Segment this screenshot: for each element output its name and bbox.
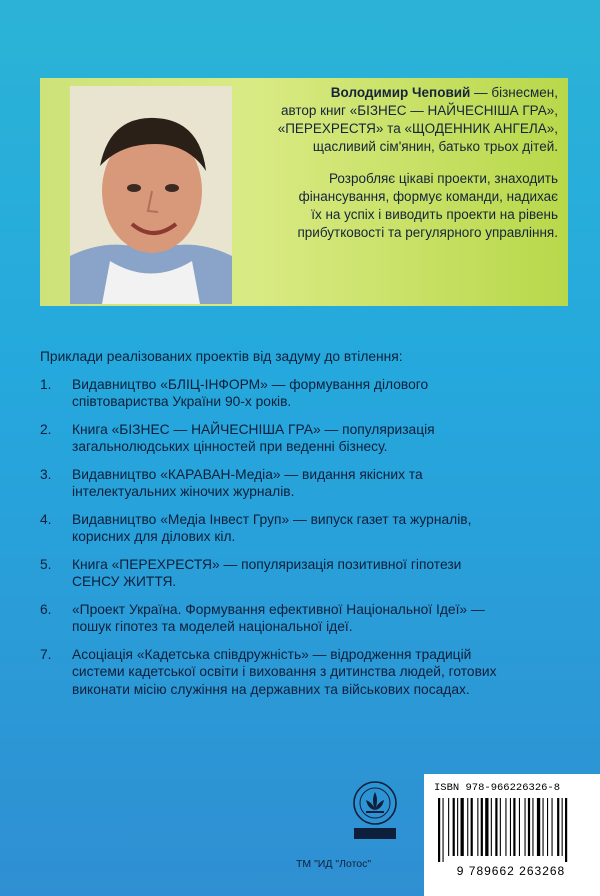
project-number: 1. (40, 376, 52, 392)
barcode-bar (500, 798, 501, 856)
project-item (40, 511, 570, 546)
barcode-bar (471, 798, 473, 856)
barcode-bar (532, 798, 533, 856)
barcode-digits: 9 789662 263268 (456, 864, 566, 878)
barcode-bar (505, 798, 506, 856)
barcode-bar (565, 798, 567, 862)
project-number: 7. (40, 646, 52, 662)
bio-paragraph-line: Розробляє цікаві проекти, знаходить (328, 171, 558, 186)
barcode-bar (557, 798, 559, 856)
isbn-text: ISBN 978-966226326-8 (434, 782, 561, 794)
project-line: співтовариства України 90-х років. (72, 394, 292, 409)
project-line: інтелектуальних жіночих журналів. (72, 484, 295, 499)
project-item (40, 601, 570, 636)
author-bio (248, 84, 558, 256)
project-line: Асоціація «Кадетська співдружність» — відродження традицій (72, 646, 472, 662)
project-item (40, 556, 570, 591)
barcode-bar (513, 798, 515, 856)
project-line: Видавництво «Медіа Інвест Груп» — випуск газет та журналів, (72, 511, 472, 527)
project-line: Видавництво «БЛІЦ-ІНФОРМ» — формування ділового (72, 376, 429, 392)
lotos-logo-icon (352, 780, 398, 842)
bio-paragraph-line: прибутковості та регулярного управління. (297, 225, 558, 240)
project-line: Книга «ПЕРЕХРЕСТЯ» — популяризація позитивної гіпотези (72, 556, 462, 572)
project-line: загальнолюдських цінностей при веденні бізнесу. (72, 439, 388, 454)
bio-intro-line: автор книг «БІЗНЕС — НАЙЧЕСНІША ГРА», (280, 103, 558, 118)
author-photo (70, 86, 232, 304)
barcode-image (436, 798, 586, 862)
barcode-bar (552, 798, 553, 856)
barcode-bar (491, 798, 492, 856)
project-line: системи кадетської освіти і виховання з дитинства людей, готових (72, 664, 497, 679)
projects-intro: Приклади реалізованих проектів від задуму до втілення: (40, 349, 403, 364)
bio-paragraph-line: їх на успіх і виводить проекти на рівень (311, 207, 558, 222)
bio-intro-line: «ПЕРЕХРЕСТЯ» та «ЩОДЕННИК АНГЕЛА», (277, 121, 558, 136)
publisher-logo (352, 780, 398, 842)
bio-intro-line: щасливий сім'янин, батько трьох дітей. (312, 139, 558, 154)
project-line: СЕНСУ ЖИТТЯ. (72, 574, 177, 589)
project-number: 4. (40, 511, 52, 527)
bio-paragraph (248, 170, 558, 242)
project-item (40, 376, 570, 411)
barcode-bar (562, 798, 563, 856)
project-line: корисних для ділових кіл. (72, 529, 236, 544)
project-line: виконати місію служіння на державних та військових посадах. (72, 681, 470, 697)
bio-paragraph-line: фінансування, формує команди, надихає (298, 189, 558, 204)
barcode-bar (461, 798, 464, 856)
barcode-bar (453, 798, 455, 856)
barcode-bar (438, 798, 440, 862)
barcode-bar (510, 798, 511, 856)
project-item (40, 421, 570, 456)
author-name: Володимир Чеповий (330, 85, 471, 100)
project-number: 6. (40, 601, 52, 617)
bio-intro (248, 84, 558, 156)
barcode-bar (537, 798, 540, 856)
barcode-bar (543, 798, 544, 856)
project-number: 3. (40, 466, 52, 482)
project-line: «Проект Україна. Формування ефективної Національної Ідеї» — (72, 601, 485, 617)
project-line: Книга «БІЗНЕС — НАЙЧЕСНІША ГРА» — популяризація (72, 421, 435, 437)
project-number: 2. (40, 421, 52, 437)
project-item (40, 646, 570, 699)
barcode-bar (448, 798, 449, 856)
barcode-bar (495, 798, 497, 856)
projects-list (40, 376, 570, 699)
author-portrait-image (70, 86, 232, 304)
barcode-bar (477, 798, 478, 856)
projects-section (40, 348, 570, 708)
barcode-bar (467, 798, 468, 856)
barcode-bar (443, 798, 444, 862)
project-line: Видавництво «КАРАВАН-Медіа» — видання якісних та (72, 466, 423, 482)
barcode-bar (481, 798, 483, 856)
barcode-bar (547, 798, 548, 856)
project-line: пошук гіпотез та моделей національної ідеї. (72, 619, 353, 634)
project-item (40, 466, 570, 501)
bio-intro-line: — бізнесмен, (470, 85, 558, 100)
barcode-bar (525, 798, 526, 856)
barcode-bar (519, 798, 520, 856)
barcode-bar (457, 798, 458, 856)
barcode-bar (528, 798, 530, 856)
barcode-bar (485, 798, 488, 856)
project-number: 5. (40, 556, 52, 572)
publisher-name: ТМ "ИД "Лотос" (296, 858, 372, 870)
